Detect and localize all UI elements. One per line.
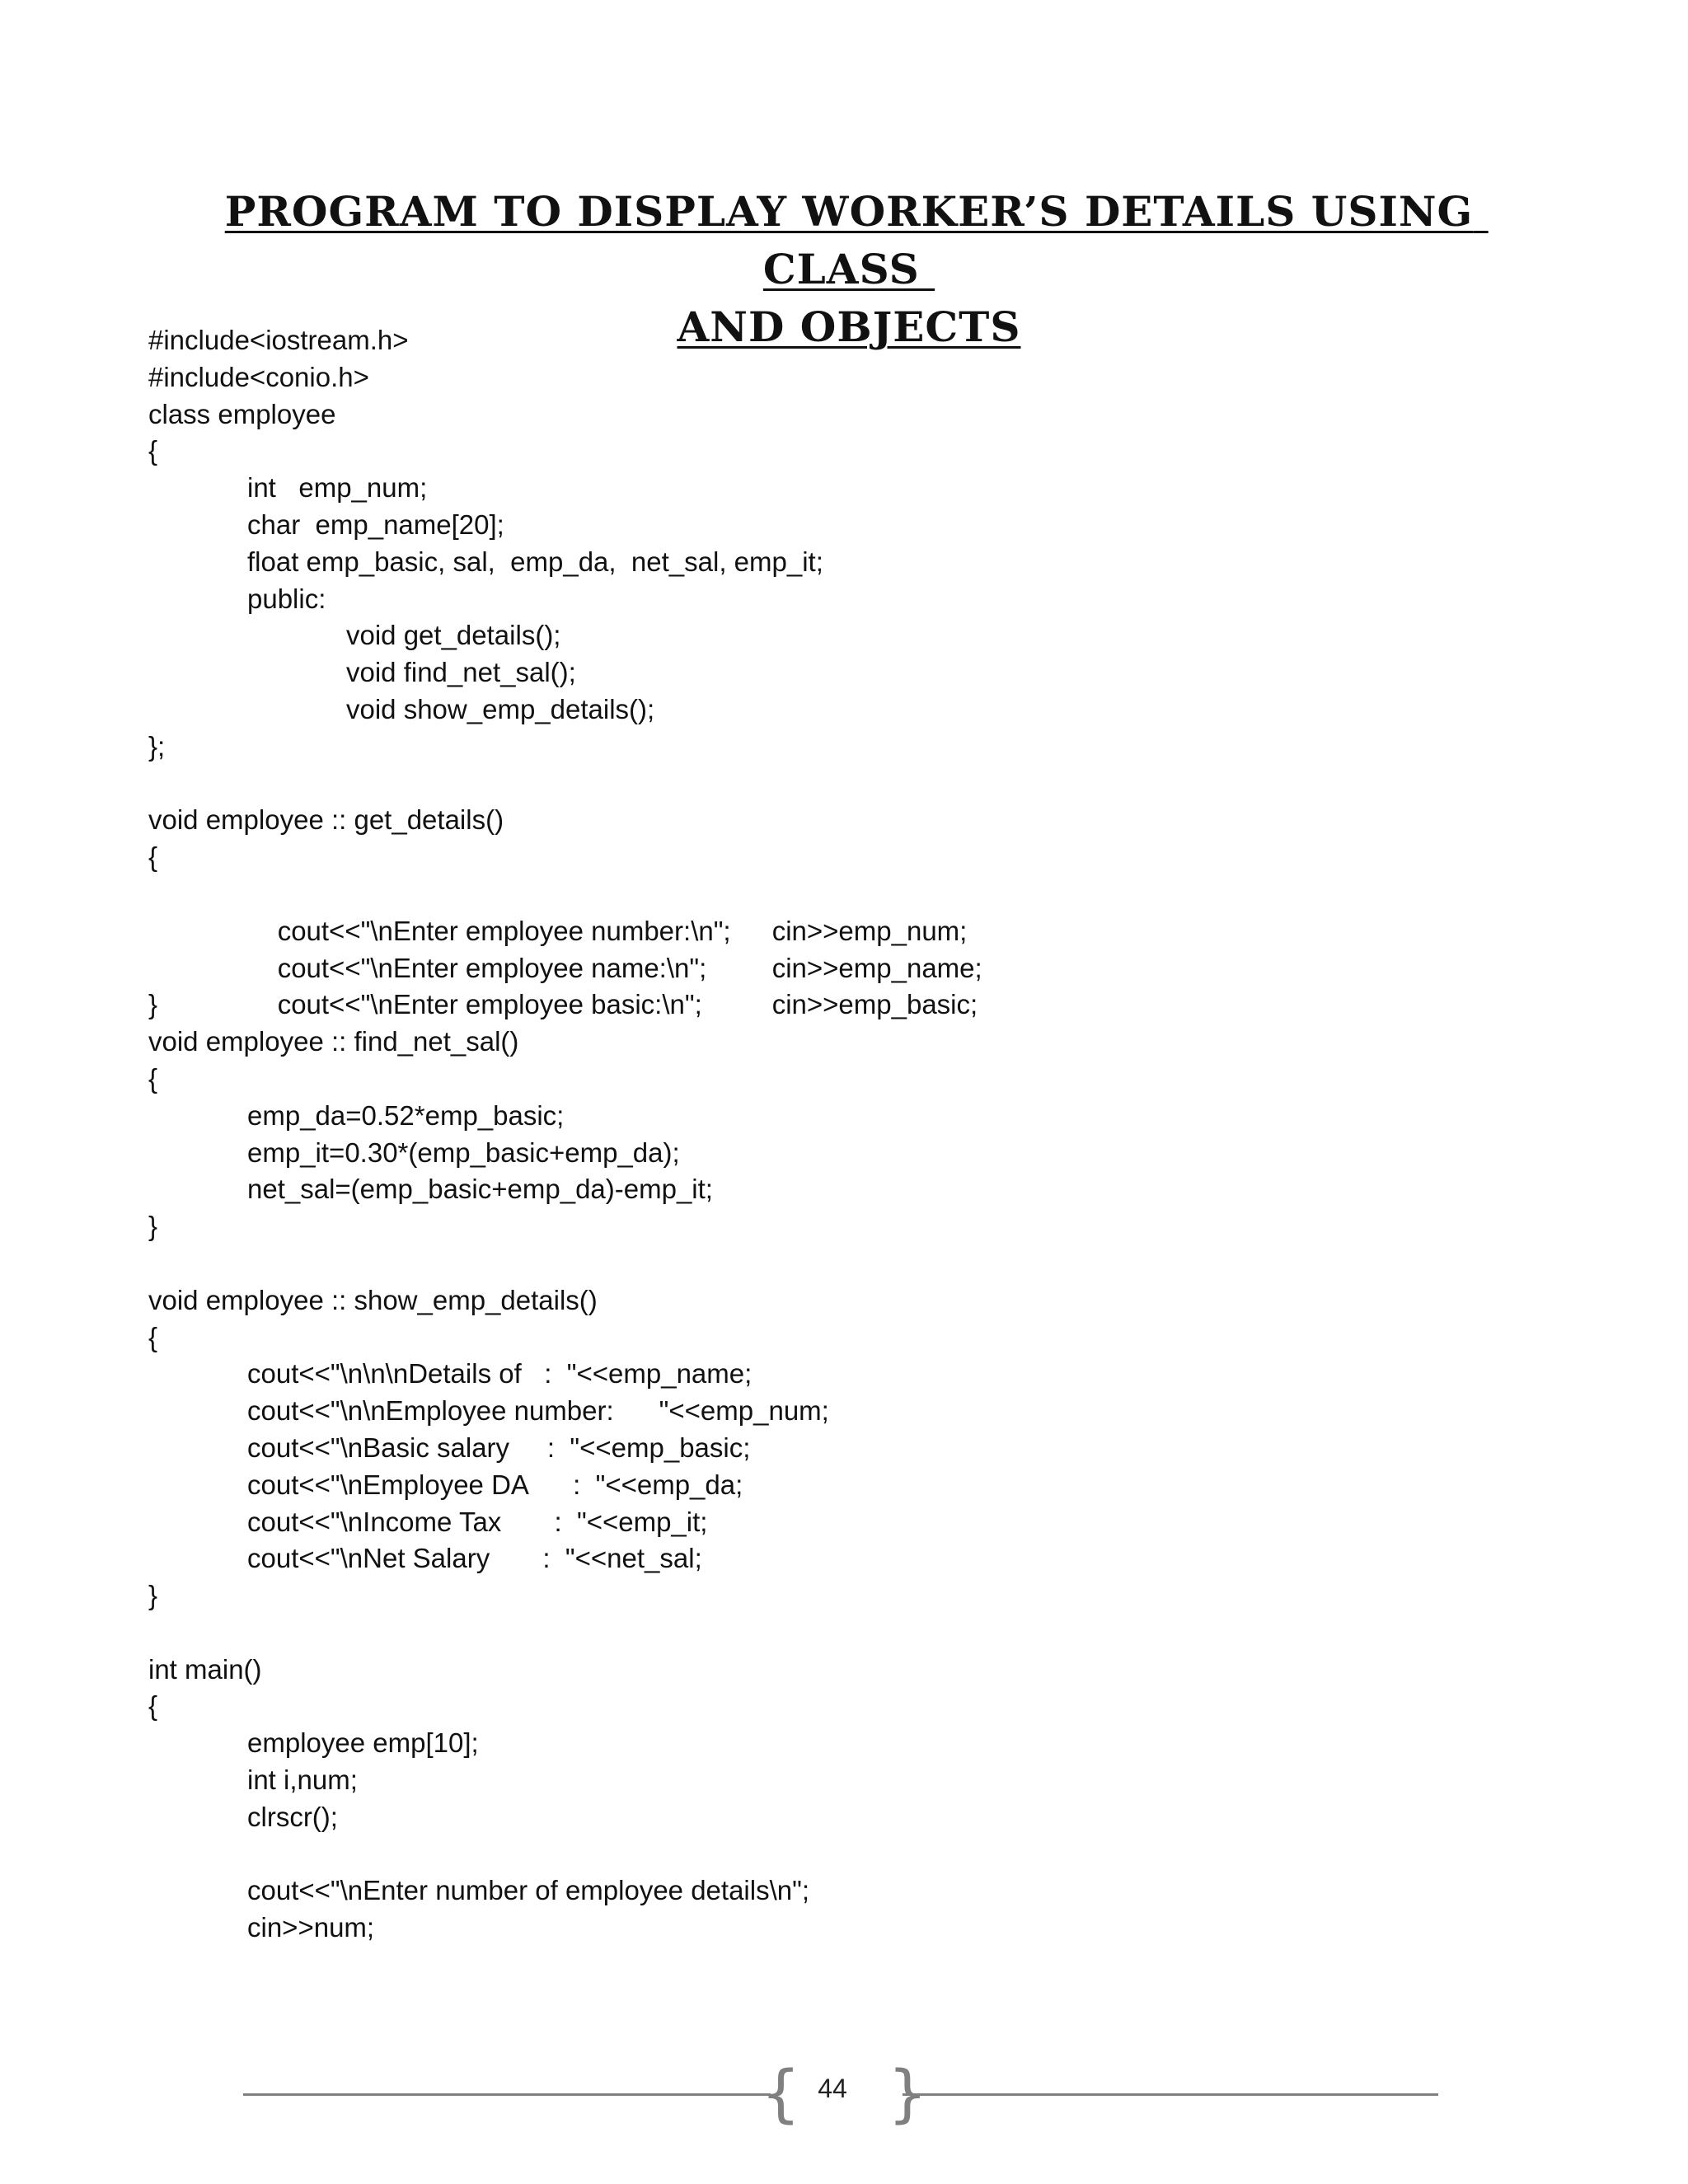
code-line: float emp_basic, sal, emp_da, net_sal, emp_it; xyxy=(247,546,823,577)
code-line: { xyxy=(148,1062,158,1094)
code-statement: cout<<"\nEnter employee number:\n"; xyxy=(277,915,731,946)
code-line: cin>>num; xyxy=(247,1912,375,1943)
left-brace-icon: { xyxy=(761,2056,801,2130)
code-line: char emp_name[20]; xyxy=(247,509,504,540)
page-number: 44 xyxy=(818,2074,847,2103)
code-line: int emp_num; xyxy=(247,472,428,504)
code-line: void show_emp_details(); xyxy=(346,693,655,724)
code-line: #include<iostream.h> xyxy=(148,325,409,355)
code-line: void employee :: show_emp_details() xyxy=(148,1284,598,1315)
code-line: cout<<"\n\n\nDetails of : "<<emp_name; xyxy=(247,1358,753,1390)
right-brace-icon: } xyxy=(888,2056,928,2130)
code-line: int main() xyxy=(148,1653,262,1685)
code-line: { xyxy=(148,841,158,873)
blank-line xyxy=(148,1245,1550,1282)
code-line: cout<<"\n\nEmployee number: "<<emp_num; xyxy=(247,1395,829,1427)
code-line: cout<<"\nIncome Tax : "<<emp_it; xyxy=(247,1506,708,1537)
footer-rule-right xyxy=(903,2093,1438,2096)
blank-line xyxy=(148,1836,1550,1873)
code-line: cout<<"\nBasic salary : "<<emp_basic; xyxy=(247,1432,751,1463)
code-line: } xyxy=(148,1580,158,1611)
code-line: void employee :: get_details() xyxy=(148,804,504,836)
code-statement: cin>>emp_name; xyxy=(771,952,982,983)
code-line: cout<<"\nNet Salary : "<<net_sal; xyxy=(247,1543,702,1574)
code-line: } xyxy=(148,1211,158,1242)
code-line: { xyxy=(148,435,158,466)
code-line: class employee xyxy=(148,398,336,429)
footer-rule-left xyxy=(243,2093,771,2096)
blank-line xyxy=(148,1615,1550,1652)
code-line: public: xyxy=(247,583,326,614)
code-line xyxy=(148,876,1550,946)
code-statement: cout<<"\nEnter employee basic:\n"; xyxy=(277,989,702,1020)
code-listing xyxy=(148,322,1550,1947)
code-line: #include<conio.h> xyxy=(148,361,369,392)
code-line: employee emp[10]; xyxy=(247,1727,479,1759)
code-line: emp_it=0.30*(emp_basic+emp_da); xyxy=(247,1137,680,1168)
code-line: net_sal=(emp_basic+emp_da)-emp_it; xyxy=(247,1174,713,1205)
code-line: { xyxy=(148,1690,158,1722)
page-footer xyxy=(243,2056,1438,2130)
code-statement: cin>>emp_basic; xyxy=(771,989,978,1020)
code-line: void employee :: find_net_sal() xyxy=(148,1026,519,1057)
code-line: { xyxy=(148,1321,158,1352)
code-line: void find_net_sal(); xyxy=(346,657,576,688)
page-title-line-2: AND OBJECTS xyxy=(677,302,1021,351)
code-line: clrscr(); xyxy=(247,1801,338,1832)
code-line: int i,num; xyxy=(247,1765,358,1796)
code-statement: cin>>emp_num; xyxy=(771,915,968,946)
code-line: cout<<"\nEnter number of employee details\n"; xyxy=(247,1875,809,1906)
code-line: }; xyxy=(148,730,166,762)
code-line: } xyxy=(148,989,158,1020)
blank-line xyxy=(148,766,1550,803)
page-title-line-1: PROGRAM TO DISPLAY WORKER’S DETAILS USING CLASS xyxy=(224,187,1489,293)
code-statement: cout<<"\nEnter employee name:\n"; xyxy=(277,952,707,983)
code-line: void get_details(); xyxy=(346,620,561,651)
code-line: emp_da=0.52*emp_basic; xyxy=(247,1099,565,1131)
code-line: cout<<"\nEmployee DA : "<<emp_da; xyxy=(247,1469,743,1500)
